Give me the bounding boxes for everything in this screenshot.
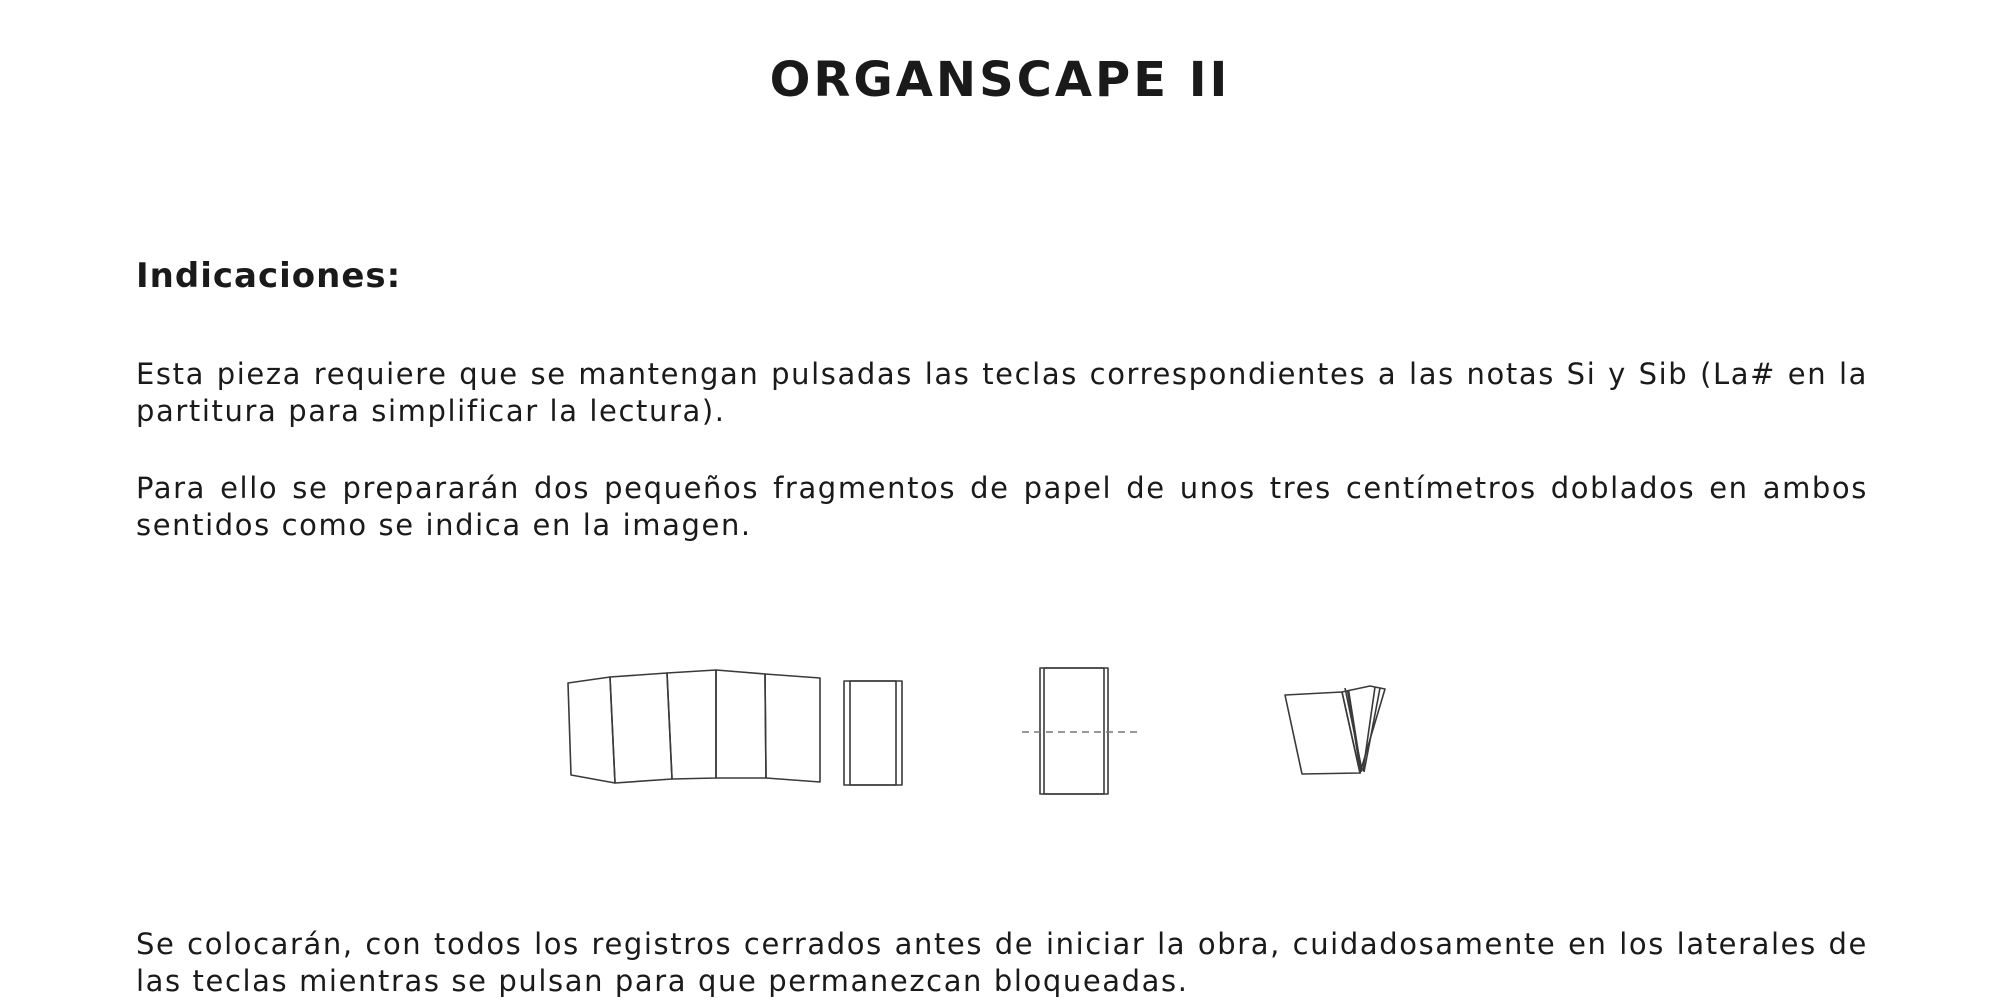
crease-back-sheet [1044,668,1108,794]
folded-paper-crease [1022,668,1140,794]
bent-paper-fold [1285,686,1385,774]
page-title: ORGANSCAPE II [769,52,1231,108]
strip-panel [716,670,766,778]
strip-panel [568,677,615,783]
unfolded-paper-strip [568,670,820,783]
strip-panel [765,674,820,782]
strip-panel [610,673,672,783]
stack-back-sheet [844,681,896,785]
paragraph-1: Esta pieza requiere que se mantengan pulsadas las teclas correspondientes a las notas Si y Sib (La# en la partitura para simplificar la lectura). [136,357,1868,428]
folding-diagram [540,650,1460,810]
crease-front-sheet [1040,668,1104,794]
strip-panel [667,670,716,779]
folded-paper-stack [844,681,902,785]
bent-fold-inner-edge [1364,688,1380,772]
paper-folding-illustration [540,650,1460,810]
stack-front-sheet [850,681,902,785]
paragraph-3: Se colocarán, con todos los registros cerrados antes de iniciar la obra, cuidadosamente en los laterales de las teclas mientras se pulsan para que permanezcan bloqueadas. [136,927,1868,998]
section-heading: Indicaciones: [136,256,402,296]
paragraph-2: Para ello se prepararán dos pequeños fragmentos de papel de unos tres centímetros doblados en ambos sentidos como se indica en la imagen. [136,471,1868,542]
